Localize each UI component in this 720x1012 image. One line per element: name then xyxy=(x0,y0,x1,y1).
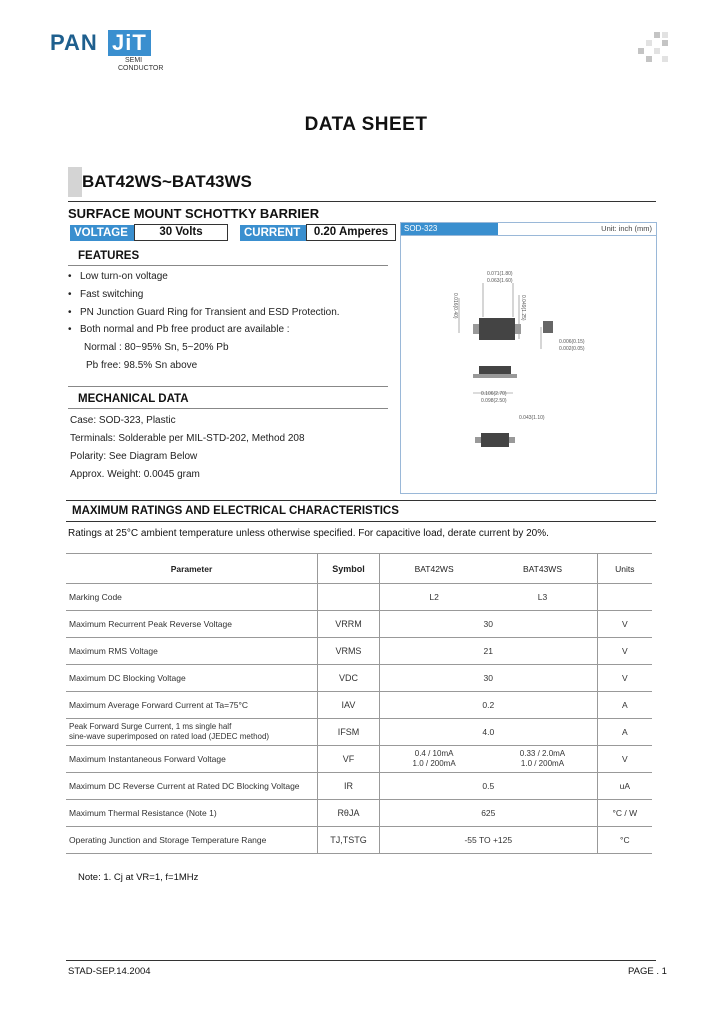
cell-value: -55 TO +125 xyxy=(379,827,597,854)
feature-sub-item: Pb free: 98.5% Sn above xyxy=(86,360,198,371)
cell-units: uA xyxy=(597,773,652,800)
cell-parameter: Marking Code xyxy=(66,584,317,611)
logo-pan: PAN xyxy=(50,30,98,55)
cell-symbol: TJ,TSTG xyxy=(317,827,379,854)
mechanical-item: Terminals: Solderable per MIL-STD-202, Method 208 xyxy=(70,433,305,444)
voltage-value: 30 Volts xyxy=(134,224,228,241)
cell-parameter: Maximum DC Blocking Voltage xyxy=(66,665,317,692)
logo-semi: SEMI xyxy=(125,57,143,64)
current-value: 0.20 Amperes xyxy=(306,224,396,241)
package-outline-svg xyxy=(401,223,656,493)
cell-bat42ws xyxy=(379,746,488,773)
package-drawing xyxy=(400,222,657,494)
cell-value: 0.5 xyxy=(379,773,597,800)
dim-label: 0.049(1.25) xyxy=(520,295,526,321)
cell-bat42ws-line2: 1.0 / 200mA xyxy=(412,759,456,768)
package-unit: Unit: inch (mm) xyxy=(601,224,652,233)
header-bat42ws: BAT42WS xyxy=(379,554,488,584)
ratings-table xyxy=(66,553,652,854)
table-row xyxy=(66,638,652,665)
cell-parameter: Maximum Recurrent Peak Reverse Voltage xyxy=(66,611,317,638)
cell-bat43ws-line1: 0.33 / 2.0mA xyxy=(519,749,566,758)
package-top-view xyxy=(479,318,515,340)
package-footprint-view xyxy=(481,433,509,447)
cell-symbol: VRMS xyxy=(317,638,379,665)
footnote: Note: 1. Cj at VR=1, f=1MHz xyxy=(78,872,199,883)
cell-symbol: VF xyxy=(317,746,379,773)
mechanical-item: Approx. Weight: 0.0045 gram xyxy=(70,469,200,480)
cell-units: A xyxy=(597,692,652,719)
header-units: Units xyxy=(597,554,652,584)
cell-value: 625 xyxy=(379,800,597,827)
header-parameter: Parameter xyxy=(66,554,317,584)
cell-units: V xyxy=(597,611,652,638)
product-subtitle: SURFACE MOUNT SCHOTTKY BARRIER xyxy=(68,206,320,221)
cell-parameter: Maximum Average Forward Current at Ta=75°C xyxy=(66,692,317,719)
cell-symbol: IR xyxy=(317,773,379,800)
mechanical-heading: MECHANICAL DATA xyxy=(78,393,189,405)
divider xyxy=(68,408,388,409)
table-row xyxy=(66,827,652,854)
cell-symbol: IAV xyxy=(317,692,379,719)
table-row xyxy=(66,800,652,827)
feature-item: • Both normal and Pb free product are available : xyxy=(80,324,290,335)
table-row xyxy=(66,665,652,692)
divider xyxy=(68,201,656,202)
feature-item: • PN Junction Guard Ring for Transient and ESD Protection. xyxy=(80,307,340,318)
voltage-label: VOLTAGE xyxy=(70,225,136,241)
cell-symbol xyxy=(317,584,379,611)
cell-value: 21 xyxy=(379,638,597,665)
current-label: CURRENT xyxy=(240,225,306,241)
divider xyxy=(68,265,388,266)
dim-label: 0.006(0.15) 0.002(0.05) xyxy=(559,339,585,352)
page-number: PAGE . 1 xyxy=(628,966,667,977)
cell-units: V xyxy=(597,665,652,692)
page-title: DATA SHEET xyxy=(304,114,428,135)
table-row xyxy=(66,746,652,773)
cell-symbol: IFSM xyxy=(317,719,379,746)
mechanical-item: Polarity: See Diagram Below xyxy=(70,451,198,462)
cell-symbol: VRRM xyxy=(317,611,379,638)
feature-item: • Low turn-on voltage xyxy=(80,271,168,282)
cell-symbol: VDC xyxy=(317,665,379,692)
ratings-note: Ratings at 25°C ambient temperature unless otherwise specified. For capacitive load, derate current by 20%. xyxy=(68,528,549,539)
features-heading: FEATURES xyxy=(78,250,140,262)
footer-divider xyxy=(66,960,656,961)
logo-subtext xyxy=(118,57,163,73)
cell-units: V xyxy=(597,638,652,665)
cell-bat43ws xyxy=(488,746,597,773)
logo-jit: JiT xyxy=(108,30,151,56)
table-row xyxy=(66,692,652,719)
package-side-view xyxy=(543,321,553,333)
cell-parameter: Maximum RMS Voltage xyxy=(66,638,317,665)
cell-units: V xyxy=(597,746,652,773)
cell-parameter: Maximum Thermal Resistance (Note 1) xyxy=(66,800,317,827)
ratings-title: MAXIMUM RATINGS AND ELECTRICAL CHARACTERISTICS xyxy=(72,505,399,517)
cell-units xyxy=(597,584,652,611)
dim-label: 0.043(1.10) xyxy=(519,415,545,421)
cell-bat43ws: L3 xyxy=(488,584,597,611)
dim-label: 0.106(2.70) 0.098(2.50) xyxy=(481,391,507,404)
cell-parameter: Operating Junction and Storage Temperature Range xyxy=(66,827,317,854)
table-row xyxy=(66,584,652,611)
cell-value: 30 xyxy=(379,665,597,692)
cell-symbol: RθJA xyxy=(317,800,379,827)
part-number: BAT42WS~BAT43WS xyxy=(82,172,252,191)
part-title-accent xyxy=(68,167,82,197)
cell-units: °C xyxy=(597,827,652,854)
header-symbol: Symbol xyxy=(317,554,379,584)
divider xyxy=(66,521,656,522)
dim-label: 0.016(0.40) xyxy=(452,293,458,319)
cell-value: 4.0 xyxy=(379,719,597,746)
divider xyxy=(68,386,388,387)
cell-bat43ws-line2: 1.0 / 200mA xyxy=(520,759,565,768)
feature-item: • Fast switching xyxy=(80,289,143,300)
cell-units: A xyxy=(597,719,652,746)
table-row xyxy=(66,773,652,800)
feature-sub-item: Normal : 80~95% Sn, 5~20% Pb xyxy=(84,342,229,353)
cell-bat42ws: L2 xyxy=(379,584,488,611)
footer-date: STAD-SEP.14.2004 xyxy=(68,966,151,977)
cell-parameter-line1: Peak Forward Surge Current, 1 ms single half xyxy=(69,722,232,731)
cell-value: 0.2 xyxy=(379,692,597,719)
cell-parameter-line2: sine-wave superimposed on rated load (JEDEC method) xyxy=(69,732,270,741)
cell-units: °C / W xyxy=(597,800,652,827)
cell-bat42ws-line1: 0.4 / 10mA xyxy=(414,749,454,758)
mechanical-item: Case: SOD-323, Plastic xyxy=(70,415,176,426)
table-header-row xyxy=(66,554,652,584)
cell-value: 30 xyxy=(379,611,597,638)
logo-conductor: CONDUCTOR xyxy=(118,65,164,72)
cell-parameter: Maximum DC Reverse Current at Rated DC Blocking Voltage xyxy=(66,773,317,800)
dim-label: 0.071(1.80) 0.063(1.60) xyxy=(487,271,513,284)
header-bat43ws: BAT43WS xyxy=(488,554,597,584)
cell-parameter xyxy=(66,719,317,746)
package-name: SOD-323 xyxy=(401,223,498,235)
table-row xyxy=(66,611,652,638)
table-row xyxy=(66,719,652,746)
corner-dots-decoration xyxy=(636,32,676,66)
cell-parameter: Maximum Instantaneous Forward Voltage xyxy=(66,746,317,773)
divider xyxy=(66,500,656,501)
